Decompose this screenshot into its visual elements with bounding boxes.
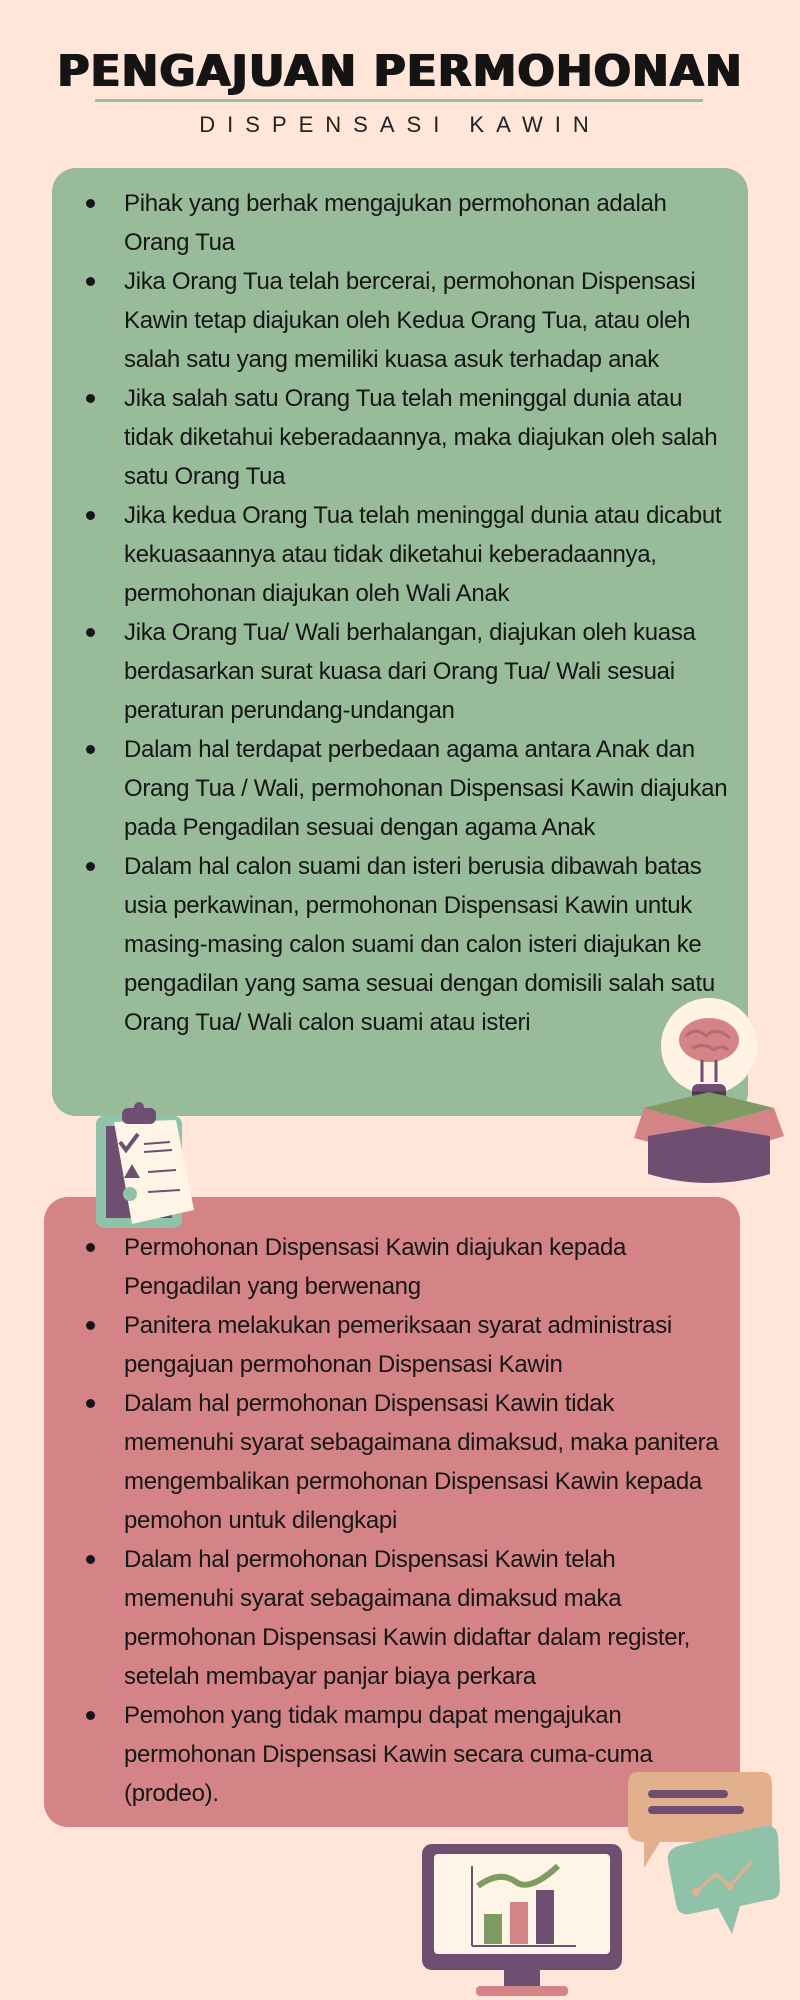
list-item: Dalam hal terdapat perbedaan agama antara Anak dan Orang Tua / Wali, permohonan Dispensasi Kawin diajukan pada Pengadilan sesuai dengan agama Anak: [78, 730, 734, 847]
page-subtitle: DISPENSASI KAWIN: [199, 112, 601, 137]
lightbulb-brain-box-icon: [634, 996, 784, 1192]
list-item: Jika salah satu Orang Tua telah meninggal dunia atau tidak diketahui keberadaannya, maka diajukan oleh salah satu Orang Tua: [78, 379, 734, 496]
monitor-chart-icon: [420, 1842, 626, 2000]
title-divider: [95, 99, 703, 102]
list-item: Jika Orang Tua telah bercerai, permohonan Dispensasi Kawin tetap diajukan oleh Kedua Orang Tua, atau oleh salah satu yang memiliki kuasa asuk terhadap anak: [78, 262, 734, 379]
list-item: Jika kedua Orang Tua telah meninggal dunia atau dicabut kekuasaannya atau tidak diketahui keberadaannya, permohonan diajukan oleh Wali Anak: [78, 496, 734, 613]
list-item: Panitera melakukan pemeriksaan syarat administrasi pengajuan permohonan Dispensasi Kawin: [78, 1306, 730, 1384]
procedure-list: [78, 1228, 730, 1813]
page-title: PENGAJUAN PERMOHONAN: [57, 46, 743, 97]
clipboard-checklist-icon: [92, 1100, 202, 1235]
list-item: Jika Orang Tua/ Wali berhalangan, diajukan oleh kuasa berdasarkan surat kuasa dari Orang Tua/ Wali sesuai peraturan perundang-undangan: [78, 613, 734, 730]
requirements-list: [78, 184, 734, 1042]
list-item: Dalam hal permohonan Dispensasi Kawin tidak memenuhi syarat sebagaimana dimaksud, maka panitera mengembalikan permohonan Dispensasi Kawin kepada pemohon untuk dilengkapi: [78, 1384, 730, 1540]
list-item: Pemohon yang tidak mampu dapat mengajukan permohonan Dispensasi Kawin secara cuma-cuma (prodeo).: [78, 1696, 730, 1813]
requirements-card: [52, 168, 748, 1116]
chat-bubbles-icon: [620, 1766, 780, 1946]
list-item: Pihak yang berhak mengajukan permohonan adalah Orang Tua: [78, 184, 734, 262]
list-item: Dalam hal calon suami dan isteri berusia dibawah batas usia perkawinan, permohonan Dispensasi Kawin untuk masing-masing calon suami dan calon isteri diajukan ke pengadilan yang sama sesuai dengan domisili salah satu Orang Tua/ Wali calon suami atau isteri: [78, 847, 734, 1042]
list-item: Permohonan Dispensasi Kawin diajukan kepada Pengadilan yang berwenang: [78, 1228, 730, 1306]
procedure-card: [44, 1197, 740, 1827]
list-item: Dalam hal permohonan Dispensasi Kawin telah memenuhi syarat sebagaimana dimaksud maka permohonan Dispensasi Kawin didaftar dalam register, setelah membayar panjar biaya perkara: [78, 1540, 730, 1696]
